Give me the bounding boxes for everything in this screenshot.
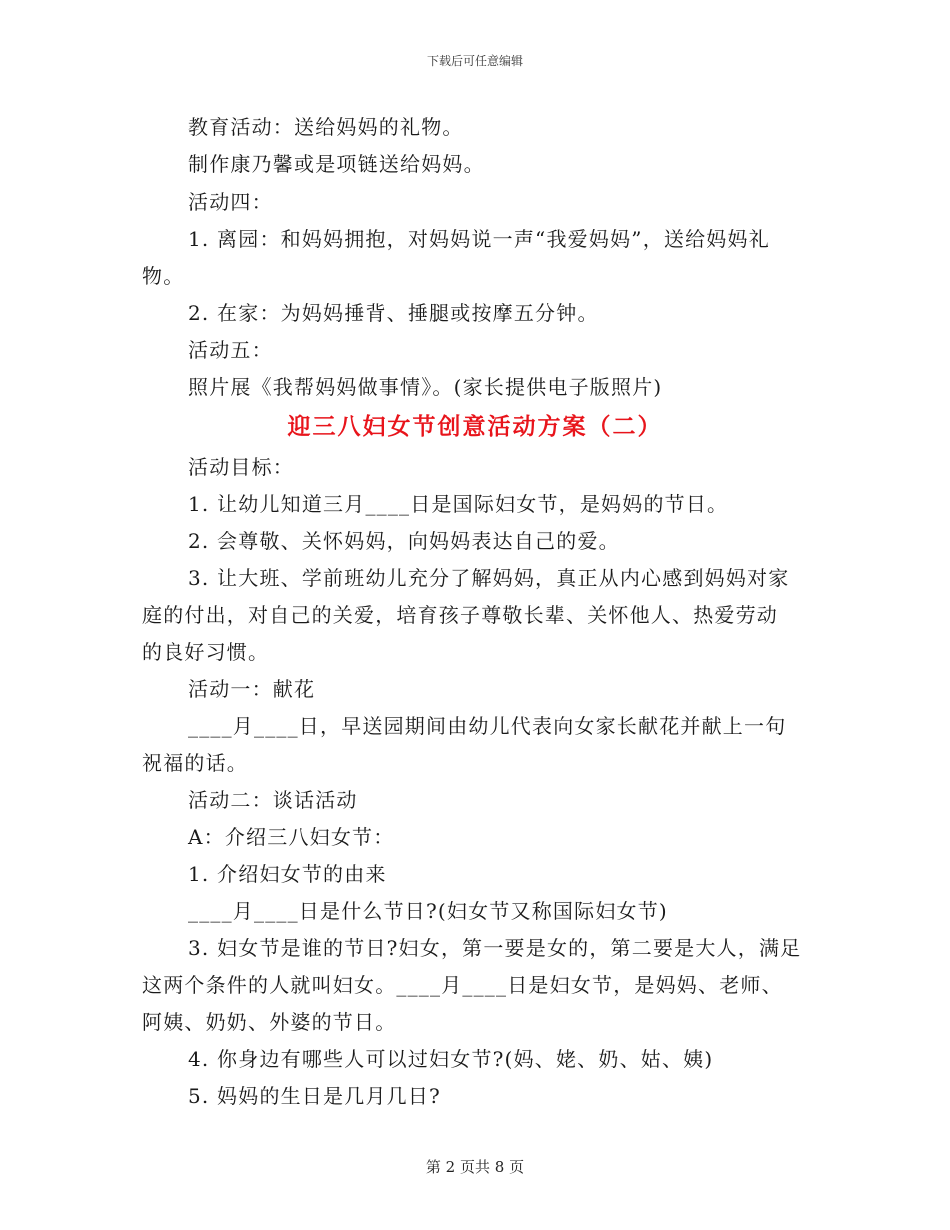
text-line: 阿姨、奶奶、外婆的节日。 (142, 1010, 397, 1034)
page-header: 下载后可任意编辑 (426, 54, 523, 68)
text-line: 物。 (142, 264, 185, 288)
text-line: 祝福的话。 (142, 751, 248, 775)
text-line: 5. 妈妈的生日是几月几日? (188, 1084, 441, 1108)
text-line: 活动一：献花 (188, 677, 316, 701)
text-line: 1. 介绍妇女节的由来 (188, 862, 387, 886)
text-line: 活动四： (188, 190, 273, 214)
text-line: 1. 让幼儿知道三月____日是国际妇女节，是妈妈的节日。 (188, 492, 729, 516)
text-line: 庭的付出，对自己的关爱，培育孩子尊敬长辈、关怀他人、热爱劳动 (142, 603, 778, 627)
text-line: A：介绍三八妇女节： (188, 825, 395, 849)
text-line: 教育活动：送给妈妈的礼物。 (188, 115, 464, 139)
text-line: 照片展《我帮妈妈做事情》。(家长提供电子版照片) (188, 375, 663, 399)
text-line: ____月____日，早送园期间由幼儿代表向女家长献花并献上一句 (188, 714, 787, 738)
text-line: 2. 会尊敬、关怀妈妈，向妈妈表达自己的爱。 (188, 529, 620, 553)
page-footer: 第 2 页共 8 页 (425, 1158, 525, 1176)
text-line: 3. 妇女节是谁的节日?妇女，第一要是女的，第二要是大人，满足 (188, 936, 802, 960)
text-line: 4. 你身边有哪些人可以过妇女节?(妈、姥、奶、姑、姨) (188, 1047, 714, 1071)
text-line: 活动目标： (188, 455, 294, 479)
text-line: 2. 在家：为妈妈捶背、捶腿或按摩五分钟。 (188, 301, 599, 325)
text-line: 1. 离园：和妈妈拥抱，对妈妈说一声“我爱妈妈”，送给妈妈礼 (188, 227, 770, 251)
section-title: 迎三八妇女节创意活动方案（二） (287, 414, 663, 440)
text-line: ____月____日是什么节日?(妇女节又称国际妇女节) (188, 899, 668, 923)
text-line: 活动二：谈话活动 (188, 788, 358, 812)
text-line: 制作康乃馨或是项链送给妈妈。 (188, 152, 485, 176)
text-line: 这两个条件的人就叫妇女。____月____日是妇女节，是妈妈、老师、 (142, 973, 783, 997)
text-line: 3. 让大班、学前班幼儿充分了解妈妈，真正从内心感到妈妈对家 (188, 566, 790, 590)
text-line: 活动五： (188, 338, 273, 362)
text-line: 的良好习惯。 (142, 640, 270, 664)
